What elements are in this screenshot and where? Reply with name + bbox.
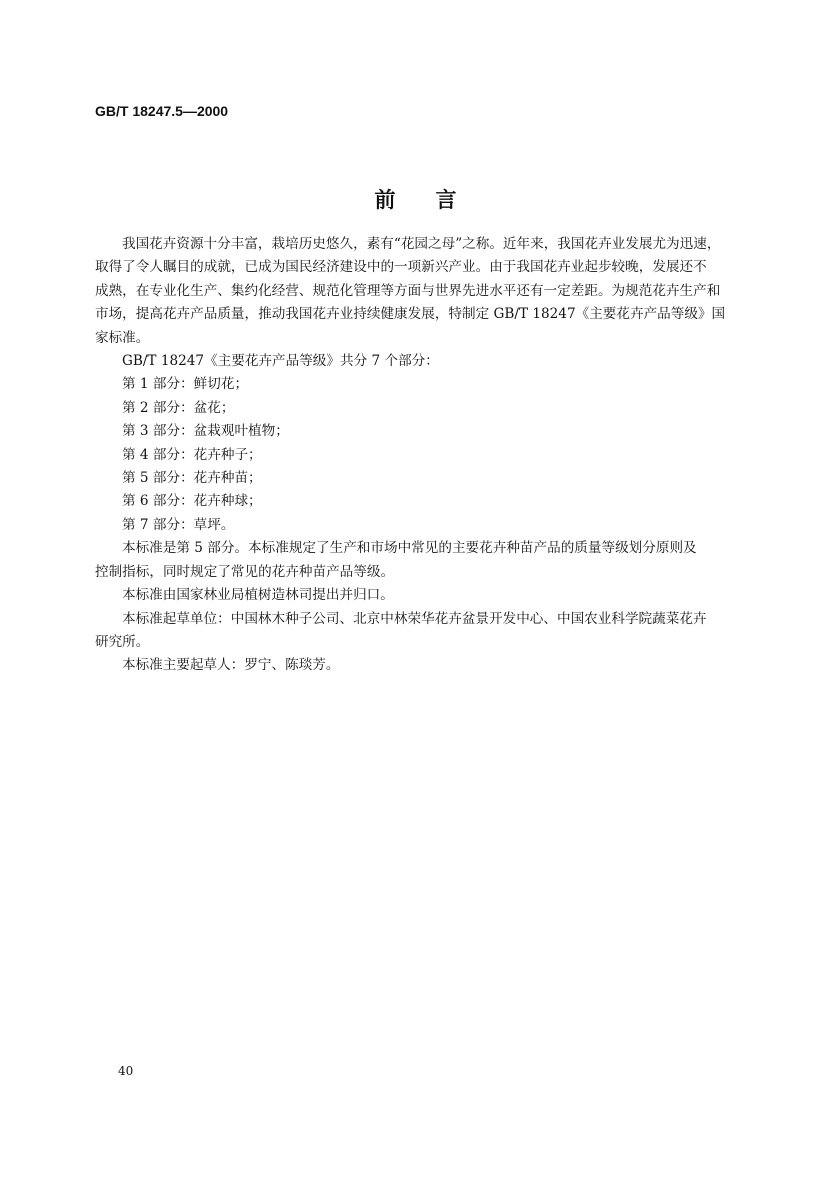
paragraph-line: 控制指标，同时规定了常见的花卉种苗产品等级。 [95,563,395,580]
paragraph-line: 本标准是第 5 部分。本标准规定了生产和市场中常见的主要花卉种苗产品的质量等级划分原则及 [122,540,697,557]
paragraph [95,467,770,490]
paragraph-line: 家标准。 [95,329,150,346]
paragraph-line: 第 7 部分：草坪。 [122,516,235,533]
paragraph-line: GB/T 18247《主要花卉产品等级》共分 7 个部分： [122,353,439,370]
paragraph [95,397,770,420]
paragraph [95,514,770,537]
paragraph [95,444,770,467]
paragraph-line: 市场，提高花卉产品质量，推动我国花卉业持续健康发展，特制定 GB/T 18247《主要花卉产品等级》国 [95,306,726,323]
standard-code-header: GB/T 18247.5—2000 [95,103,229,119]
page-number: 40 [118,1064,134,1078]
document-body [95,233,770,678]
paragraph [95,373,770,396]
paragraph-line: 本标准由国家林业局植树造林司提出并归口。 [122,587,394,604]
paragraph-line: 研究所。 [95,633,150,650]
paragraph-line: 本标准起草单位：中国林木种子公司、北京中林荣华花卉盆景开发中心、中国农业科学院蔬菜花卉 [122,610,707,627]
paragraph-line: 第 5 部分：花卉种苗； [122,470,262,487]
paragraph [95,537,770,584]
paragraph-line: 第 2 部分：盆花； [122,399,235,416]
paragraph-line: 本标准主要起草人：罗宁、陈琰芳。 [122,657,340,674]
paragraph [95,233,770,350]
paragraph [95,654,770,677]
paragraph-line: 第 6 部分：花卉种球； [122,493,262,510]
paragraph [95,584,770,607]
paragraph-line: 第 3 部分：盆栽观叶植物； [122,423,289,440]
paragraph-line: 第 1 部分：鲜切花； [122,376,249,393]
paragraph [95,490,770,513]
paragraph [95,420,770,443]
page-title: 前言 [374,187,497,212]
paragraph [95,608,770,655]
paragraph-line: 第 4 部分：花卉种子； [122,446,262,463]
paragraph [95,350,770,373]
paragraph-line: 成熟，在专业化生产、集约化经营、规范化管理等方面与世界先进水平还有一定差距。为规范花卉生产和 [95,282,721,299]
paragraph-line: 我国花卉资源十分丰富，栽培历史悠久，素有“花园之母”之称。近年来，我国花卉业发展尤为迅速， [122,236,721,252]
paragraph-line: 取得了令人瞩目的成就，已成为国民经济建设中的一项新兴产业。由于我国花卉业起步较晚，发展还不 [95,259,707,276]
